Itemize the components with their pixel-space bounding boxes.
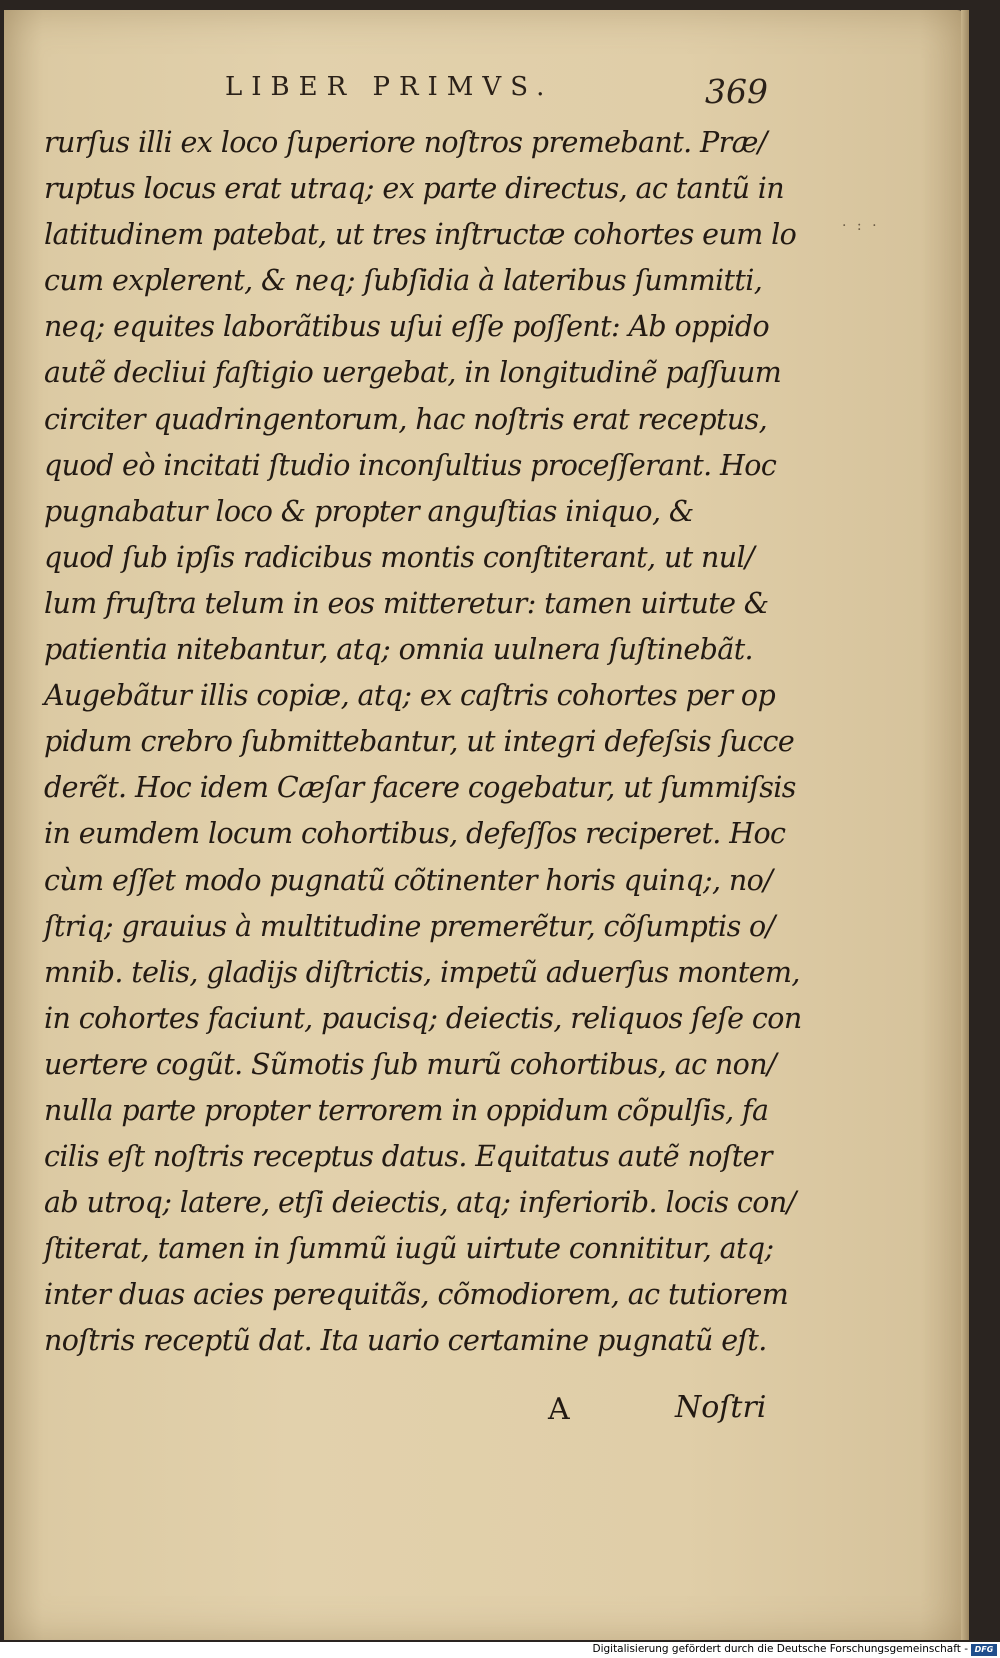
text-line: cum explerent, & neq; ſubſidia à lateribus ſummitti, xyxy=(44,264,763,298)
text-line: latitudinem patebat, ut tres inſtructæ cohortes eum lo xyxy=(44,218,797,252)
text-line: ruptus locus erat utraq; ex parte directus, ac tantũ in xyxy=(44,172,785,206)
text-line: derẽt. Hoc idem Cæſar facere cogebatur, ut ſummiſsis xyxy=(44,771,796,805)
text-line: noſtris receptũ dat. Ita uario certamine pugnatũ eſt. xyxy=(44,1324,767,1358)
running-head: LIBER PRIMVS. xyxy=(225,72,554,102)
margin-mark: · : · xyxy=(842,218,880,234)
page-number: 369 xyxy=(705,72,768,111)
text-line: nulla parte propter terrorem in oppidum cõpulſis, fa xyxy=(44,1093,769,1127)
text-line: quod ſub ipſis radicibus montis conſtiterant, ut nul/ xyxy=(44,540,755,574)
signature-mark: A xyxy=(548,1392,570,1427)
text-line: mnib. telis, gladijs diſtrictis, impetũ aduerſus montem, xyxy=(44,955,800,989)
text-line: pugnabatur loco & propter anguſtias iniquo, & xyxy=(44,494,694,528)
catchword: Noſtri xyxy=(675,1390,767,1425)
digitization-credit: Digitalisierung gefördert durch die Deutsche Forschungsgemeinschaft - xyxy=(592,1643,968,1655)
page-edge xyxy=(961,10,969,1640)
text-line: in eumdem locum cohortibus, defeſſos reciperet. Hoc xyxy=(44,817,786,851)
text-line: cùm eſſet modo pugnatũ cõtinenter horis quinq;, no/ xyxy=(44,863,773,897)
text-line: Augebãtur illis copiæ, atq; ex caſtris cohortes per op xyxy=(44,679,776,713)
text-line: cilis eſt noſtris receptus datus. Equitatus autẽ noſter xyxy=(44,1140,772,1174)
text-line: ſtiterat, tamen in ſummũ iugũ uirtute connititur, atq; xyxy=(44,1232,774,1266)
text-line: lum fruſtra telum in eos mitteretur: tamen uirtute & xyxy=(44,586,769,620)
text-line: quod eò incitati ſtudio inconſultius proceſſerant. Hoc xyxy=(44,448,777,482)
text-line: ab utroq; latere, etſi deiectis, atq; inferiorib. locis con/ xyxy=(44,1186,796,1220)
text-line: pidum crebro ſubmittebantur, ut integri defeſsis ſucce xyxy=(44,725,795,759)
body-text xyxy=(44,120,802,1365)
text-line: inter duas acies perequitãs, cõmodiorem, ac tutiorem xyxy=(44,1278,789,1312)
text-line: uertere cogũt. Sũmotis ſub murũ cohortibus, ac non/ xyxy=(44,1047,776,1081)
text-line: circiter quadringentorum, hac noſtris erat receptus, xyxy=(44,402,768,436)
text-line: rurſus illi ex loco ſuperiore noſtros premebant. Præ/ xyxy=(44,126,767,159)
text-line: in cohortes faciunt, paucisq; deiectis, reliquos ſeſe con xyxy=(44,1001,802,1035)
text-line: ſtriq; grauius à multitudine premerẽtur, cõſumptis o/ xyxy=(44,909,775,943)
text-line: patientia nitebantur, atq; omnia uulnera ſuſtinebãt. xyxy=(44,633,754,667)
text-line: autẽ decliui faſtigio uergebat, in longitudinẽ paſſuum xyxy=(44,356,782,390)
text-line: neq; equites laborãtibus uſui eſſe poſſent: Ab oppido xyxy=(44,310,770,344)
dfg-logo-icon: DFG xyxy=(971,1644,997,1656)
